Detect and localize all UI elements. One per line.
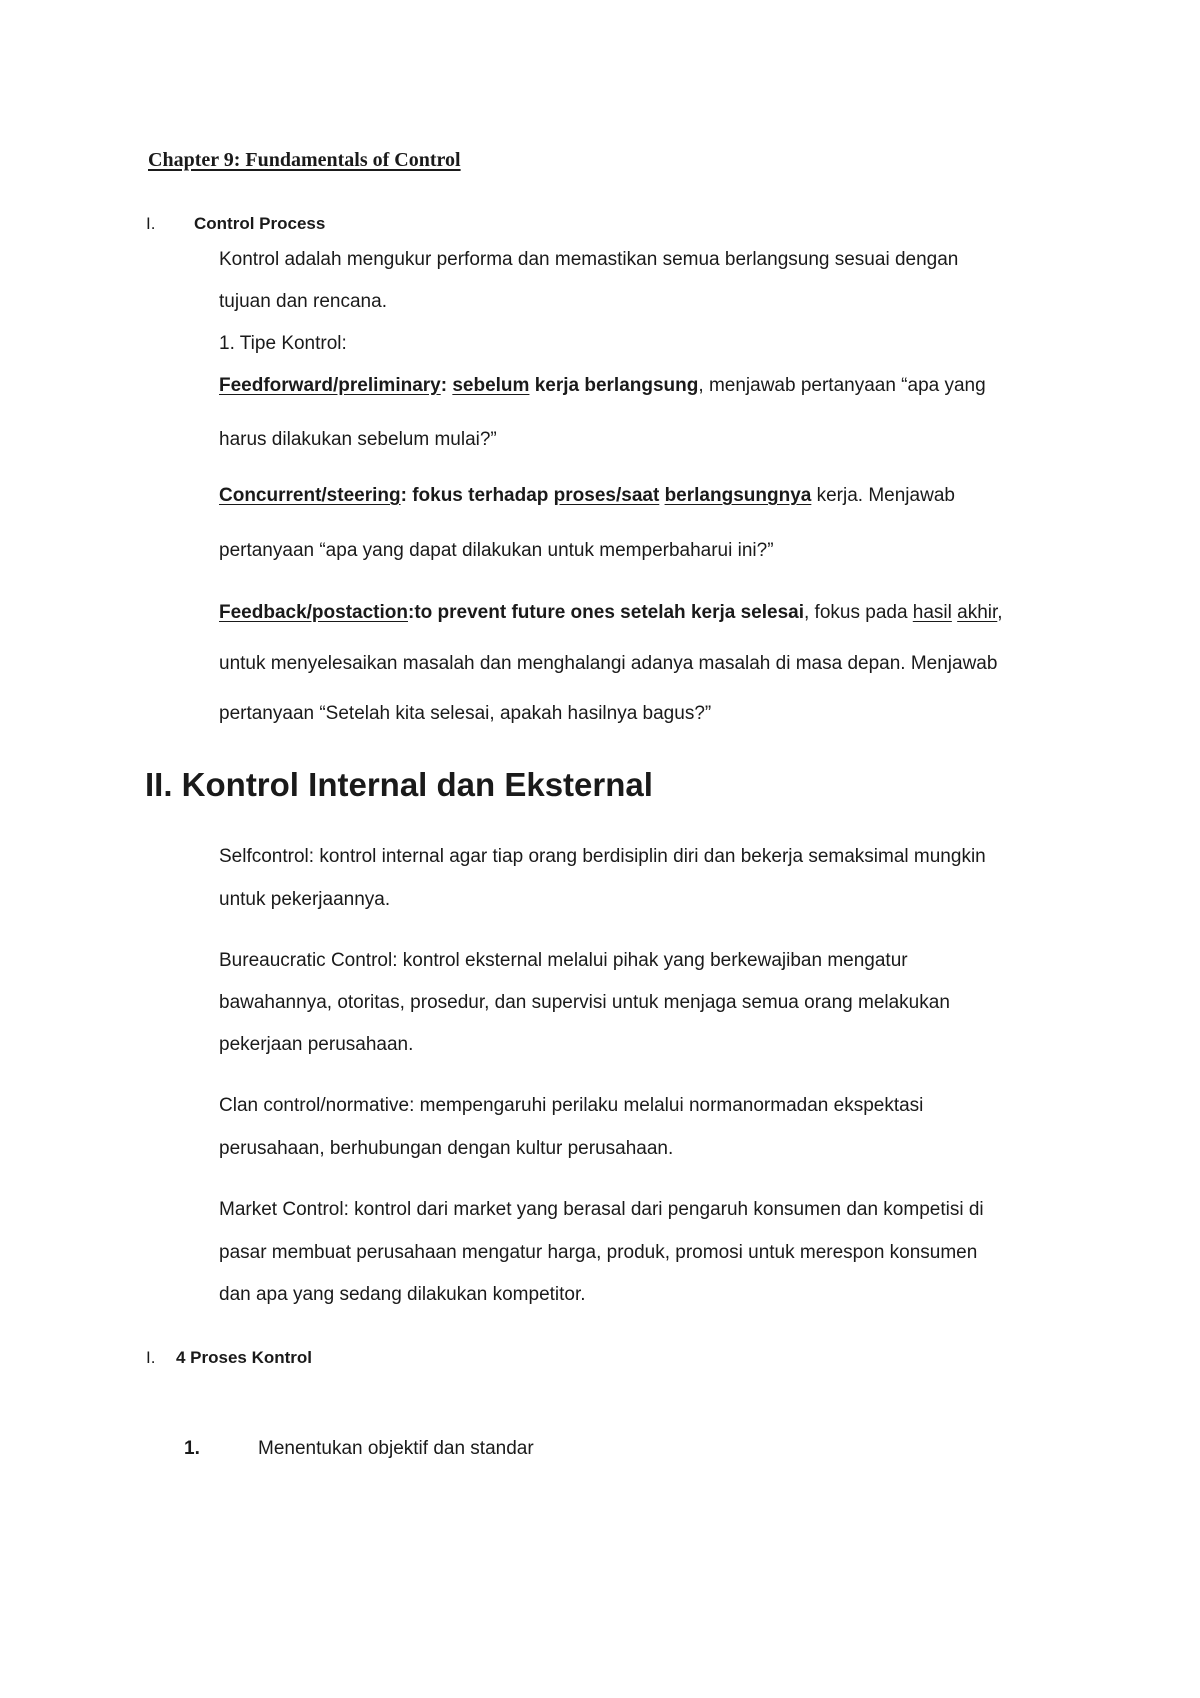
feedforward-text: , menjawab pertanyaan “apa yang: [698, 375, 986, 396]
market-line-3: dan apa yang sedang dilakukan kompetitor.: [219, 1284, 586, 1305]
bureaucratic-line-3: pekerjaan perusahaan.: [219, 1034, 414, 1055]
concurrent-underlined-word-2: berlangsungnya: [664, 485, 812, 506]
chapter-title: Chapter 9: Fundamentals of Control: [148, 149, 461, 171]
intro-line-2: tujuan dan rencana.: [219, 291, 387, 312]
section2-heading: II. Kontrol Internal dan Eksternal: [145, 766, 653, 803]
feedforward-paragraph-line-1: [219, 374, 986, 398]
bureaucratic-line-1: Bureaucratic Control: kontrol eksternal melalui pihak yang berkewajiban mengatur: [219, 950, 908, 971]
tipe-kontrol-label: 1. Tipe Kontrol:: [219, 333, 347, 354]
feedback-paragraph-line-1: [219, 601, 1003, 625]
section3-heading: 4 Proses Kontrol: [176, 1348, 313, 1367]
feedback-bold-text: :to prevent future ones setelah kerja selesai: [408, 602, 804, 623]
market-line-2: pasar membuat perusahaan mengatur harga, produk, promosi untuk merespon konsumen: [219, 1242, 978, 1263]
section3-numeral: I.: [146, 1348, 156, 1367]
feedback-underlined-word-2: akhir: [957, 602, 998, 623]
concurrent-underlined-word-1: proses/saat: [553, 485, 660, 506]
section1-heading: Control Process: [194, 214, 326, 233]
selfcontrol-line-2: untuk pekerjaannya.: [219, 889, 391, 910]
section1-numeral: I.: [146, 214, 156, 233]
intro-line-1: Kontrol adalah mengukur performa dan memastikan semua berlangsung sesuai dengan: [219, 249, 959, 270]
market-line-1: Market Control: kontrol dari market yang berasal dari pengaruh konsumen dan kompetisi di: [219, 1199, 984, 1220]
concurrent-bold-text: : fokus terhadap: [400, 485, 554, 506]
feedback-term: Feedback/postaction: [219, 602, 408, 623]
concurrent-paragraph-line-1: [219, 484, 955, 508]
clan-line-2: perusahaan, berhubungan dengan kultur perusahaan.: [219, 1138, 674, 1159]
feedforward-term: Feedforward/preliminary: [219, 375, 441, 396]
feedforward-bold-text: kerja berlangsung: [529, 375, 699, 396]
feedforward-underlined-word: sebelum: [452, 375, 530, 396]
list-item-1-text: Menentukan objektif dan standar: [258, 1438, 534, 1459]
feedback-underlined-word-1: hasil: [912, 602, 952, 623]
bureaucratic-line-2: bawahannya, otoritas, prosedur, dan supervisi untuk menjaga semua orang melakukan: [219, 992, 950, 1013]
feedforward-paragraph-line-2: harus dilakukan sebelum mulai?”: [219, 429, 497, 450]
clan-line-1: Clan control/normative: mempengaruhi perilaku melalui normanormadan ekspektasi: [219, 1095, 924, 1116]
concurrent-paragraph-line-2: pertanyaan “apa yang dapat dilakukan untuk memperbaharui ini?”: [219, 540, 774, 561]
list-item-1-number: 1.: [184, 1438, 200, 1459]
concurrent-text: kerja. Menjawab: [811, 485, 955, 506]
feedback-paragraph-line-2: untuk menyelesaikan masalah dan menghalangi adanya masalah di masa depan. Menjawab: [219, 653, 998, 674]
feedback-text: , fokus pada: [804, 602, 913, 623]
concurrent-term: Concurrent/steering: [219, 485, 401, 506]
feedback-comma: ,: [997, 602, 1003, 623]
feedback-paragraph-line-3: pertanyaan “Setelah kita selesai, apakah hasilnya bagus?”: [219, 703, 712, 724]
feedforward-colon: :: [440, 375, 453, 396]
selfcontrol-line-1: Selfcontrol: kontrol internal agar tiap orang berdisiplin diri dan bekerja semaksimal mungkin: [219, 846, 986, 867]
